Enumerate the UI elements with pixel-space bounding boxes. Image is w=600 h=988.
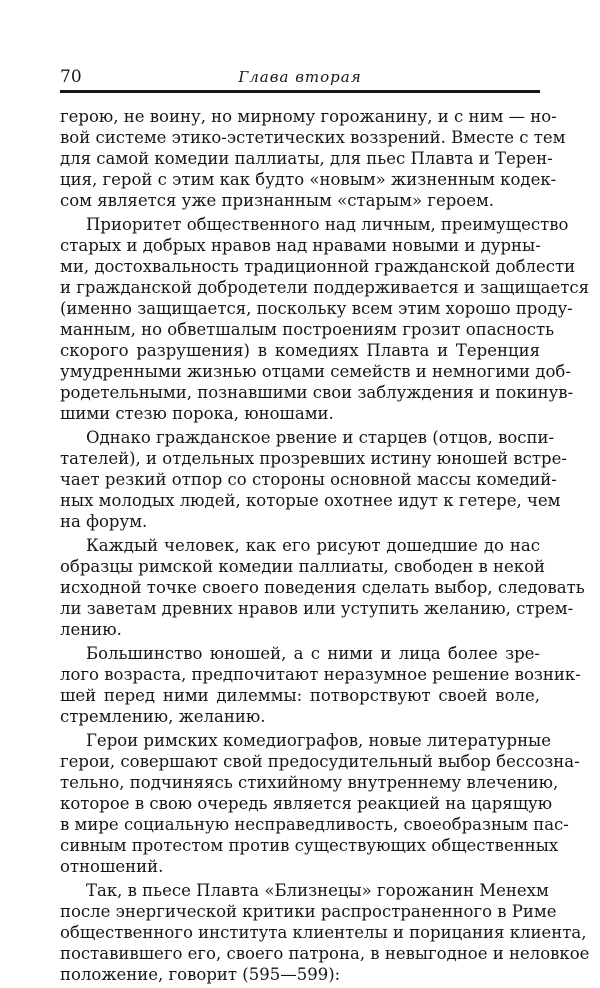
text-line: шими стезю порока, юношами. <box>60 404 334 423</box>
text-line: которое в свою очередь является реакцией на царящую <box>60 794 553 813</box>
text-line: ли заветам древних нравов или уступить желанию, стрем- <box>60 599 574 618</box>
text-line: лого возраста, предпочитают неразумное решение возник- <box>60 665 581 684</box>
text-line: Так, в пьесе Плавта «Близнецы» горожанин Менехм <box>86 881 549 900</box>
text-line: после энергической критики распространенного в Риме <box>60 902 557 921</box>
running-title: Глава вторая <box>238 68 362 86</box>
text-line: поставившего его, своего патрона, в невыгодное и неловкое <box>60 944 590 963</box>
text-line: тателей), и отдельных прозревших истину юношей встре- <box>60 449 567 468</box>
text-line: и гражданской добродетели поддерживается и защищается <box>60 278 590 297</box>
text-line: манным, но обветшалым построениям грозит опасность <box>60 320 555 339</box>
paragraph <box>60 106 566 211</box>
text-line: ция, герой с этим как будто «новым» жизненным кодек- <box>60 170 557 189</box>
text-line: ных молодых людей, которые охотнее идут к гетере, чем <box>60 491 561 510</box>
text-line: (именно защищается, поскольку всем этим хорошо проду- <box>60 299 573 318</box>
paragraph <box>60 730 580 877</box>
text-line: положение, говорит (595—599): <box>60 965 341 984</box>
paragraph <box>60 427 567 532</box>
paragraph <box>60 880 590 985</box>
paragraph <box>60 535 585 640</box>
text-line: Каждый человек, как его рисуют дошедшие до нас <box>86 536 540 555</box>
paragraph <box>60 214 590 424</box>
page-number: 70 <box>60 67 82 87</box>
text-line: скорого разрушения) в комедиях Плавта и Теренция <box>60 341 540 360</box>
text-line: сивным протестом против существующих общественных <box>60 836 559 855</box>
text-line: ми, достохвальность традиционной гражданской доблести <box>60 257 576 276</box>
paragraph <box>60 643 581 727</box>
text-line: герои, совершают свой предосудительный выбор бессозна- <box>60 752 580 771</box>
text-line: в мире социальную несправедливость, своеобразным пас- <box>60 815 569 834</box>
text-line: вой системе этико-эстетических воззрений. Вместе с тем <box>60 128 566 147</box>
text-line: шей перед ними дилеммы: потворствуют своей воле, <box>60 686 540 705</box>
page-header <box>60 66 540 93</box>
text-line: герою, не воину, но мирному горожанину, и с ним — но- <box>60 107 557 126</box>
text-line: чает резкий отпор со стороны основной массы комедий- <box>60 470 557 489</box>
text-line: родетельными, познавшими свои заблуждения и покинув- <box>60 383 574 402</box>
text-line: сом является уже признанным «старым» героем. <box>60 191 495 210</box>
text-line: Большинство юношей, а с ними и лица более зре- <box>86 644 540 663</box>
text-line: Герои римских комедиографов, новые литературные <box>86 731 551 750</box>
text-line: исходной точке своего поведения сделать выбор, следовать <box>60 578 585 597</box>
text-line: общественного института клиентелы и порицания клиента, <box>60 923 587 942</box>
text-line: лению. <box>60 620 122 639</box>
body-text <box>60 106 590 985</box>
text-line: старых и добрых нравов над нравами новыми и дурны- <box>60 236 541 255</box>
text-line: на форум. <box>60 512 148 531</box>
text-line: стремлению, желанию. <box>60 707 266 726</box>
text-line: тельно, подчиняясь стихийному внутреннему влечению, <box>60 773 559 792</box>
text-line: для самой комедии паллиаты, для пьес Плавта и Терен- <box>60 149 553 168</box>
book-page <box>60 66 590 988</box>
text-line: умудренными жизнью отцами семейств и немногими доб- <box>60 362 571 381</box>
text-line: отношений. <box>60 857 164 876</box>
text-line: Приоритет общественного над личным, преимущество <box>86 215 569 234</box>
text-line: Однако гражданское рвение и старцев (отцов, воспи- <box>86 428 555 447</box>
text-line: образцы римской комедии паллиаты, свободен в некой <box>60 557 546 576</box>
